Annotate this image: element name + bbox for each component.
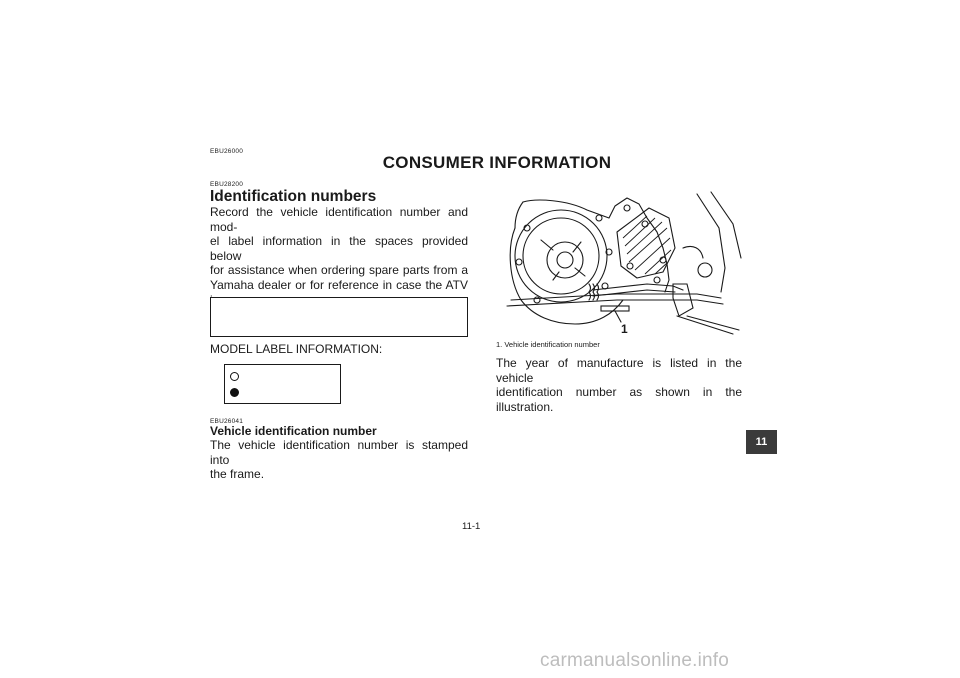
figure-caption: 1. Vehicle identification number bbox=[496, 340, 600, 349]
page-number: 11-1 bbox=[462, 521, 481, 532]
right-body bbox=[496, 356, 742, 414]
subsection-code: EBU26041 bbox=[210, 418, 244, 425]
subsection-body bbox=[210, 438, 468, 482]
body-line: the frame. bbox=[210, 467, 265, 482]
page-title: CONSUMER INFORMATION bbox=[382, 153, 612, 172]
body-line: el label information in the spaces provided below bbox=[210, 234, 468, 263]
body-line: for assistance when ordering spare parts from a bbox=[210, 263, 468, 278]
chapter-tab[interactable]: 11 bbox=[746, 430, 777, 454]
model-label-entry-box[interactable] bbox=[224, 364, 341, 404]
body-line: The year of manufacture is listed in the vehicle bbox=[496, 356, 742, 385]
body-line: Yamaha dealer or for reference in case the ATV bbox=[210, 277, 468, 292]
filled-circle-icon bbox=[230, 388, 239, 397]
body-line: identification number as shown in the illustration. bbox=[496, 385, 742, 414]
section-heading: Identification numbers bbox=[210, 188, 377, 205]
open-circle-icon bbox=[230, 372, 239, 381]
watermark: carmanualsonline.info bbox=[540, 650, 730, 671]
vin-entry-box[interactable] bbox=[210, 297, 468, 337]
body-line: The vehicle identification number is stamped into bbox=[210, 438, 468, 467]
subsection-heading: Vehicle identification number bbox=[210, 424, 377, 438]
model-label: MODEL LABEL INFORMATION: bbox=[210, 342, 383, 356]
body-line: Record the vehicle identification number and mod- bbox=[210, 205, 468, 234]
callout-number: 1 bbox=[621, 322, 628, 336]
section-code: EBU28200 bbox=[210, 181, 244, 188]
frame-illustration bbox=[497, 188, 747, 336]
header-code: EBU26000 bbox=[210, 148, 244, 155]
